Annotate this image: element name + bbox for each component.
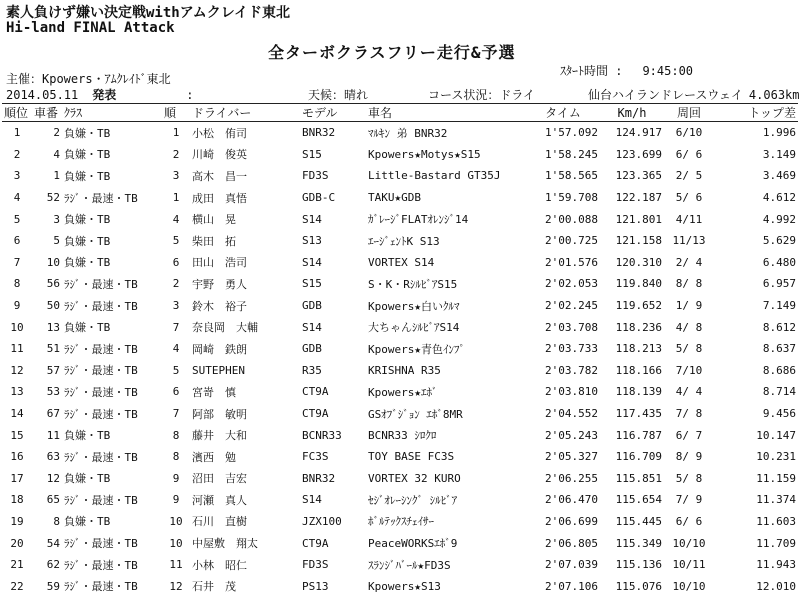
cell-laps: 5/ 8 <box>675 342 703 356</box>
header-row <box>2 104 798 122</box>
col-car-number: 車番 <box>32 104 62 122</box>
cell-class: ﾗｼﾞ・最速・TB <box>64 342 138 356</box>
cell-speed: 121.158 <box>615 234 662 248</box>
cell-time: 1'57.092 <box>545 126 598 140</box>
cell-gap: 3.469 <box>762 169 796 183</box>
cell-speed: 123.365 <box>615 169 662 183</box>
cell-class: 負嫌・TB <box>64 213 111 227</box>
cell-class-rank: 11 <box>169 558 183 572</box>
cell-time: 2'07.106 <box>545 579 598 593</box>
cell-car-number: 10 <box>46 255 60 269</box>
cell-model: S14 <box>302 255 322 269</box>
cell-speed: 121.801 <box>615 212 662 226</box>
cell-laps: 8/ 9 <box>675 450 703 464</box>
cell-position: 1 <box>13 126 21 140</box>
cell-time: 2'06.699 <box>545 514 598 528</box>
cell-speed: 116.787 <box>615 428 662 442</box>
cell-class: 負嫌・TB <box>64 234 111 248</box>
cell-gap: 8.686 <box>762 363 796 377</box>
cell-speed: 118.213 <box>615 342 662 356</box>
cell-car-name: 大ちゃんｼﾙﾋﾞｱS14 <box>368 321 460 335</box>
cell-time: 2'03.782 <box>545 363 598 377</box>
cell-speed: 115.076 <box>615 579 662 593</box>
table-row <box>2 273 798 295</box>
cell-position: 16 <box>10 450 24 464</box>
cell-class: ﾗｼﾞ・最速・TB <box>64 277 138 291</box>
cell-position: 7 <box>13 255 21 269</box>
cell-car-number: 3 <box>53 212 60 226</box>
cell-laps: 6/ 6 <box>675 147 703 161</box>
cell-driver: 石井 茂 <box>192 580 236 594</box>
cell-driver: 石川 直樹 <box>192 515 247 529</box>
table-row <box>2 532 798 554</box>
cell-gap: 8.637 <box>762 342 796 356</box>
cell-class-rank: 7 <box>172 320 180 334</box>
organizer: 主催：Kpowers・ｱﾑｸﾚｲﾄﾞ東北 <box>6 72 171 86</box>
cell-laps: 7/ 8 <box>675 407 703 421</box>
cell-driver: 鈴木 裕子 <box>192 299 247 313</box>
cell-speed: 115.654 <box>615 493 662 507</box>
cell-model: S15 <box>302 277 322 291</box>
cell-position: 9 <box>13 299 21 313</box>
course-status: コース状況：ドライ <box>428 88 536 102</box>
cell-time: 2'05.327 <box>545 450 598 464</box>
col-laps: 周回 <box>664 104 714 122</box>
cell-class-rank: 5 <box>172 363 180 377</box>
cell-class: ﾗｼﾞ・最速・TB <box>64 385 138 399</box>
cell-laps: 6/ 6 <box>675 514 703 528</box>
cell-car-number: 1 <box>53 169 60 183</box>
cell-model: CT9A <box>302 385 329 399</box>
cell-car-number: 63 <box>46 450 60 464</box>
cell-car-name: Kpowers★ｴﾎﾞ <box>368 385 438 399</box>
cell-position: 22 <box>10 579 24 593</box>
cell-car-name: PeaceWORKSｴﾎﾞ9 <box>368 537 458 551</box>
cell-time: 1'58.245 <box>545 147 598 161</box>
cell-position: 13 <box>10 385 24 399</box>
table-row <box>2 554 798 576</box>
table-row <box>2 446 798 468</box>
cell-class-rank: 3 <box>172 169 180 183</box>
col-position: 順位 <box>2 104 32 122</box>
cell-model: FD3S <box>302 558 329 572</box>
venue <box>588 86 800 103</box>
cell-laps: 10/11 <box>672 558 706 572</box>
cell-time: 2'00.725 <box>545 234 598 248</box>
cell-speed: 124.917 <box>615 126 662 140</box>
cell-position: 15 <box>10 428 24 442</box>
weather: 天候：晴れ <box>308 88 369 102</box>
cell-car-name: GSｵﾌﾞｼﾞｮﾝ ｴﾎﾞ8MR <box>368 407 463 421</box>
cell-class-rank: 6 <box>172 385 180 399</box>
cell-gap: 11.943 <box>756 558 796 572</box>
cell-car-name: Kpowers★Motys★S15 <box>368 147 481 161</box>
cell-class-rank: 3 <box>172 299 180 313</box>
cell-driver: 中屋敷 翔太 <box>192 537 258 551</box>
cell-driver: 奈良岡 大輔 <box>192 321 258 335</box>
cell-gap: 6.480 <box>762 255 796 269</box>
cell-time: 1'58.565 <box>545 169 598 183</box>
cell-model: PS13 <box>302 579 329 593</box>
table-row <box>2 165 798 187</box>
cell-car-number: 13 <box>46 320 60 334</box>
cell-class-rank: 5 <box>172 234 180 248</box>
cell-class: ﾗｼﾞ・最速・TB <box>64 407 138 421</box>
cell-car-number: 56 <box>46 277 60 291</box>
table-row <box>2 468 798 490</box>
cell-class: 負嫌・TB <box>64 169 111 183</box>
cell-time: 2'02.053 <box>545 277 598 291</box>
cell-gap: 12.010 <box>756 579 796 593</box>
cell-speed: 115.349 <box>615 536 662 550</box>
cell-speed: 122.187 <box>615 191 662 205</box>
cell-laps: 5/ 6 <box>675 191 703 205</box>
cell-car-name: S・K・RｼﾙﾋﾞｱS15 <box>368 277 458 291</box>
cell-model: S15 <box>302 147 322 161</box>
cell-car-number: 59 <box>46 579 60 593</box>
cell-time: 2'03.810 <box>545 385 598 399</box>
cell-car-name: ｾｼﾞｵﾚｰｼﾝｸﾞ ｼﾙﾋﾞｱ <box>368 493 458 507</box>
cell-car-number: 11 <box>46 428 60 442</box>
cell-time: 2'03.733 <box>545 342 598 356</box>
cell-class: ﾗｼﾞ・最速・TB <box>64 580 138 594</box>
cell-driver: 横山 晃 <box>192 213 236 227</box>
cell-driver: SUTEPHEN <box>192 363 245 377</box>
table-row <box>2 295 798 317</box>
start-time-value: 9:45:00 <box>642 64 694 78</box>
cell-speed: 118.236 <box>615 320 662 334</box>
cell-class: ﾗｼﾞ・最速・TB <box>64 537 138 551</box>
cell-class-rank: 10 <box>169 514 183 528</box>
cell-time: 2'06.470 <box>545 493 598 507</box>
col-time: タイム <box>526 104 600 122</box>
cell-model: BNR32 <box>302 126 336 140</box>
cell-position: 14 <box>10 407 24 421</box>
cell-driver: 濱西 勉 <box>192 450 236 464</box>
cell-time: 2'00.088 <box>545 212 598 226</box>
col-driver: ドライバー <box>190 104 300 122</box>
cell-class: 負嫌・TB <box>64 321 111 335</box>
cell-laps: 6/ 7 <box>675 428 703 442</box>
cell-class-rank: 1 <box>172 191 180 205</box>
cell-class-rank: 1 <box>172 126 180 140</box>
table-row <box>2 424 798 446</box>
table-row <box>2 403 798 425</box>
cell-laps: 4/11 <box>675 212 703 226</box>
cell-gap: 5.629 <box>762 234 796 248</box>
cell-driver: 川崎 俊英 <box>192 148 247 162</box>
cell-driver: 宇野 勇人 <box>192 277 247 291</box>
cell-speed: 115.136 <box>615 558 662 572</box>
cell-model: S14 <box>302 212 322 226</box>
cell-car-number: 53 <box>46 385 60 399</box>
cell-position: 21 <box>10 558 24 572</box>
cell-model: FD3S <box>302 169 329 183</box>
cell-position: 4 <box>13 191 21 205</box>
cell-time: 2'06.255 <box>545 471 598 485</box>
cell-speed: 119.652 <box>615 299 662 313</box>
cell-position: 3 <box>13 169 21 183</box>
cell-position: 6 <box>13 234 21 248</box>
cell-gap: 11.374 <box>756 493 796 507</box>
cell-laps: 2/ 4 <box>675 255 703 269</box>
cell-class-rank: 2 <box>172 277 180 291</box>
cell-model: GDB <box>302 299 322 313</box>
cell-car-number: 54 <box>46 536 60 550</box>
col-speed: Km/h <box>600 104 664 122</box>
cell-class-rank: 8 <box>172 450 180 464</box>
cell-position: 12 <box>10 363 24 377</box>
cell-model: CT9A <box>302 536 329 550</box>
cell-position: 19 <box>10 514 24 528</box>
date-line <box>6 86 194 103</box>
cell-model: BCNR33 <box>302 428 342 442</box>
cell-driver: 河瀬 真人 <box>192 493 247 507</box>
cell-speed: 115.445 <box>615 514 662 528</box>
table-row <box>2 381 798 403</box>
cell-car-number: 50 <box>46 299 60 313</box>
cell-time: 2'01.576 <box>545 255 598 269</box>
cell-gap: 11.603 <box>756 514 796 528</box>
cell-gap: 4.612 <box>762 191 796 205</box>
table-row <box>2 144 798 166</box>
col-class: ｸﾗｽ <box>62 104 162 122</box>
cell-model: R35 <box>302 363 322 377</box>
cell-car-name: ｽﾗﾝｼﾞﾊﾞｰﾙ★FD3S <box>368 558 451 572</box>
cell-driver: 小松 侑司 <box>192 126 247 140</box>
cell-driver: 田山 浩司 <box>192 256 247 270</box>
cell-time: 2'03.708 <box>545 320 598 334</box>
cell-class: 負嫌・TB <box>64 126 111 140</box>
cell-car-number: 52 <box>46 191 60 205</box>
conditions <box>308 86 535 103</box>
cell-position: 20 <box>10 536 24 550</box>
cell-car-name: ﾏﾙｷﾝ 弟 BNR32 <box>368 126 448 140</box>
cell-gap: 1.996 <box>762 126 796 140</box>
start-time-label: ｽﾀｰﾄ時間 : <box>560 64 623 78</box>
cell-laps: 5/ 8 <box>675 471 703 485</box>
cell-time: 2'04.552 <box>545 407 598 421</box>
cell-laps: 11/13 <box>672 234 706 248</box>
cell-car-number: 12 <box>46 471 60 485</box>
course-distance: 4.063km <box>748 88 800 102</box>
cell-position: 8 <box>13 277 21 291</box>
cell-class-rank: 4 <box>172 212 180 226</box>
cell-speed: 118.139 <box>615 385 662 399</box>
cell-class: ﾗｼﾞ・最速・TB <box>64 450 138 464</box>
cell-class: 負嫌・TB <box>64 472 111 486</box>
cell-car-name: VORTEX 32 KURO <box>368 471 461 485</box>
cell-laps: 7/10 <box>675 363 703 377</box>
cell-car-number: 8 <box>53 514 60 528</box>
cell-model: S13 <box>302 234 322 248</box>
cell-time: 1'59.708 <box>545 191 598 205</box>
cell-class-rank: 9 <box>172 493 180 507</box>
cell-time: 2'05.243 <box>545 428 598 442</box>
cell-class: ﾗｼﾞ・最速・TB <box>64 493 138 507</box>
cell-car-number: 4 <box>53 147 60 161</box>
table-row <box>2 230 798 252</box>
cell-gap: 10.147 <box>756 428 796 442</box>
cell-model: GDB <box>302 342 322 356</box>
cell-laps: 2/ 5 <box>675 169 703 183</box>
cell-laps: 7/ 9 <box>675 493 703 507</box>
results-table <box>2 103 798 597</box>
cell-gap: 3.149 <box>762 147 796 161</box>
cell-class-rank: 10 <box>169 536 183 550</box>
cell-position: 2 <box>13 147 21 161</box>
cell-gap: 7.149 <box>762 299 796 313</box>
start-time <box>560 62 693 79</box>
cell-time: 2'06.805 <box>545 536 598 550</box>
cell-driver: 高木 昌一 <box>192 169 247 183</box>
cell-gap: 10.231 <box>756 450 796 464</box>
cell-car-name: KRISHNA R35 <box>368 363 441 377</box>
table-row <box>2 360 798 382</box>
cell-laps: 10/10 <box>672 579 706 593</box>
cell-class: 負嫌・TB <box>64 515 111 529</box>
cell-car-number: 5 <box>53 234 60 248</box>
cell-model: CT9A <box>302 407 329 421</box>
cell-car-name: ﾎﾞﾙﾃｯｸｽﾁｪｲｻｰ <box>368 515 434 529</box>
cell-position: 11 <box>10 342 24 356</box>
cell-class-rank: 8 <box>172 428 180 442</box>
cell-class-rank: 2 <box>172 147 180 161</box>
event-title: 素人負けず嫌い決定戦withアムクレイド東北 <box>6 5 291 21</box>
cell-car-name: Kpowers★S13 <box>368 579 441 593</box>
col-car-name: 車名 <box>366 104 526 122</box>
cell-driver: 岡崎 鉄朗 <box>192 342 247 356</box>
cell-model: JZX100 <box>302 514 342 528</box>
cell-speed: 115.851 <box>615 471 662 485</box>
cell-class-rank: 12 <box>169 579 183 593</box>
cell-gap: 11.159 <box>756 471 796 485</box>
cell-class: 負嫌・TB <box>64 429 111 443</box>
cell-driver: 小林 昭仁 <box>192 558 247 572</box>
table-row <box>2 252 798 274</box>
cell-gap: 11.709 <box>756 536 796 550</box>
cell-laps: 10/10 <box>672 536 706 550</box>
event-subtitle: Hi-land FINAL Attack <box>6 20 175 36</box>
cell-speed: 116.709 <box>615 450 662 464</box>
table-row <box>2 316 798 338</box>
table-row <box>2 122 798 144</box>
cell-class: 負嫌・TB <box>64 148 111 162</box>
cell-class: ﾗｼﾞ・最速・TB <box>64 191 138 205</box>
cell-class: ﾗｼﾞ・最速・TB <box>64 364 138 378</box>
cell-class-rank: 7 <box>172 407 180 421</box>
table-row <box>2 489 798 511</box>
cell-model: S14 <box>302 493 322 507</box>
table-row <box>2 187 798 209</box>
cell-car-name: Little-Bastard GT35J <box>368 169 501 183</box>
cell-position: 10 <box>10 320 24 334</box>
announce-colon: : <box>186 88 194 102</box>
cell-car-name: TAKU★GDB <box>368 191 421 205</box>
cell-time: 2'07.039 <box>545 558 598 572</box>
cell-driver: 藤井 大和 <box>192 429 247 443</box>
cell-car-number: 67 <box>46 407 60 421</box>
cell-car-name: Kpowers★白いｸﾙﾏ <box>368 299 460 313</box>
col-model: モデル <box>300 104 366 122</box>
cell-car-name: ｴｰｼﾞｪﾝﾄK S13 <box>368 234 440 248</box>
cell-model: BNR32 <box>302 471 336 485</box>
cell-laps: 1/ 9 <box>675 299 703 313</box>
cell-car-name: VORTEX S14 <box>368 255 435 269</box>
cell-time: 2'02.245 <box>545 299 598 313</box>
cell-car-number: 51 <box>46 342 60 356</box>
cell-car-name: ｶﾞﾚｰｼﾞFLATｵﾚﾝｼﾞ14 <box>368 213 469 227</box>
cell-class-rank: 9 <box>172 471 180 485</box>
cell-laps: 8/ 8 <box>675 277 703 291</box>
table-row <box>2 338 798 360</box>
cell-position: 17 <box>10 471 24 485</box>
cell-position: 5 <box>13 212 21 226</box>
cell-gap: 6.957 <box>762 277 796 291</box>
cell-driver: 宮嵜 慎 <box>192 385 236 399</box>
cell-car-name: Kpowers★青色ｲﾝﾌﾟ <box>368 342 465 356</box>
session-title: 全ターボクラスフリー走行&予選 <box>268 43 516 62</box>
cell-speed: 118.166 <box>615 363 662 377</box>
announce-label: 発表 <box>92 88 117 102</box>
cell-laps: 6/10 <box>675 126 703 140</box>
cell-class: ﾗｼﾞ・最速・TB <box>64 299 138 313</box>
cell-model: S14 <box>302 320 322 334</box>
cell-gap: 4.992 <box>762 212 796 226</box>
cell-class-rank: 4 <box>172 342 180 356</box>
cell-speed: 117.435 <box>615 407 662 421</box>
col-gap: トップ差 <box>714 104 798 122</box>
cell-driver: 成田 真悟 <box>192 191 247 205</box>
table-row <box>2 511 798 533</box>
cell-speed: 119.840 <box>615 277 662 291</box>
cell-driver: 柴田 拓 <box>192 234 236 248</box>
cell-car-number: 2 <box>53 126 60 140</box>
cell-class: ﾗｼﾞ・最速・TB <box>64 558 138 572</box>
cell-model: GDB-C <box>302 191 336 205</box>
date: 2014.05.11 <box>6 88 79 102</box>
cell-speed: 123.699 <box>615 147 662 161</box>
cell-laps: 4/ 4 <box>675 385 703 399</box>
cell-class: 負嫌・TB <box>64 256 111 270</box>
cell-speed: 120.310 <box>615 255 662 269</box>
cell-model: FC3S <box>302 450 329 464</box>
cell-gap: 8.714 <box>762 385 796 399</box>
cell-laps: 4/ 8 <box>675 320 703 334</box>
venue-name: 仙台ハイランドレースウェイ <box>588 88 743 102</box>
cell-gap: 8.612 <box>762 320 796 334</box>
cell-car-name: TOY BASE FC3S <box>368 450 455 464</box>
cell-car-number: 62 <box>46 558 60 572</box>
cell-car-number: 65 <box>46 493 60 507</box>
cell-driver: 阿部 敏明 <box>192 407 247 421</box>
cell-car-name: BCNR33 ｼﾛｸﾛ <box>368 429 437 443</box>
cell-class-rank: 6 <box>172 255 180 269</box>
cell-gap: 9.456 <box>762 407 796 421</box>
table-row <box>2 208 798 230</box>
col-class-rank: 順 <box>162 104 190 122</box>
cell-driver: 沼田 吉宏 <box>192 472 247 486</box>
cell-car-number: 57 <box>46 363 60 377</box>
cell-position: 18 <box>10 493 24 507</box>
